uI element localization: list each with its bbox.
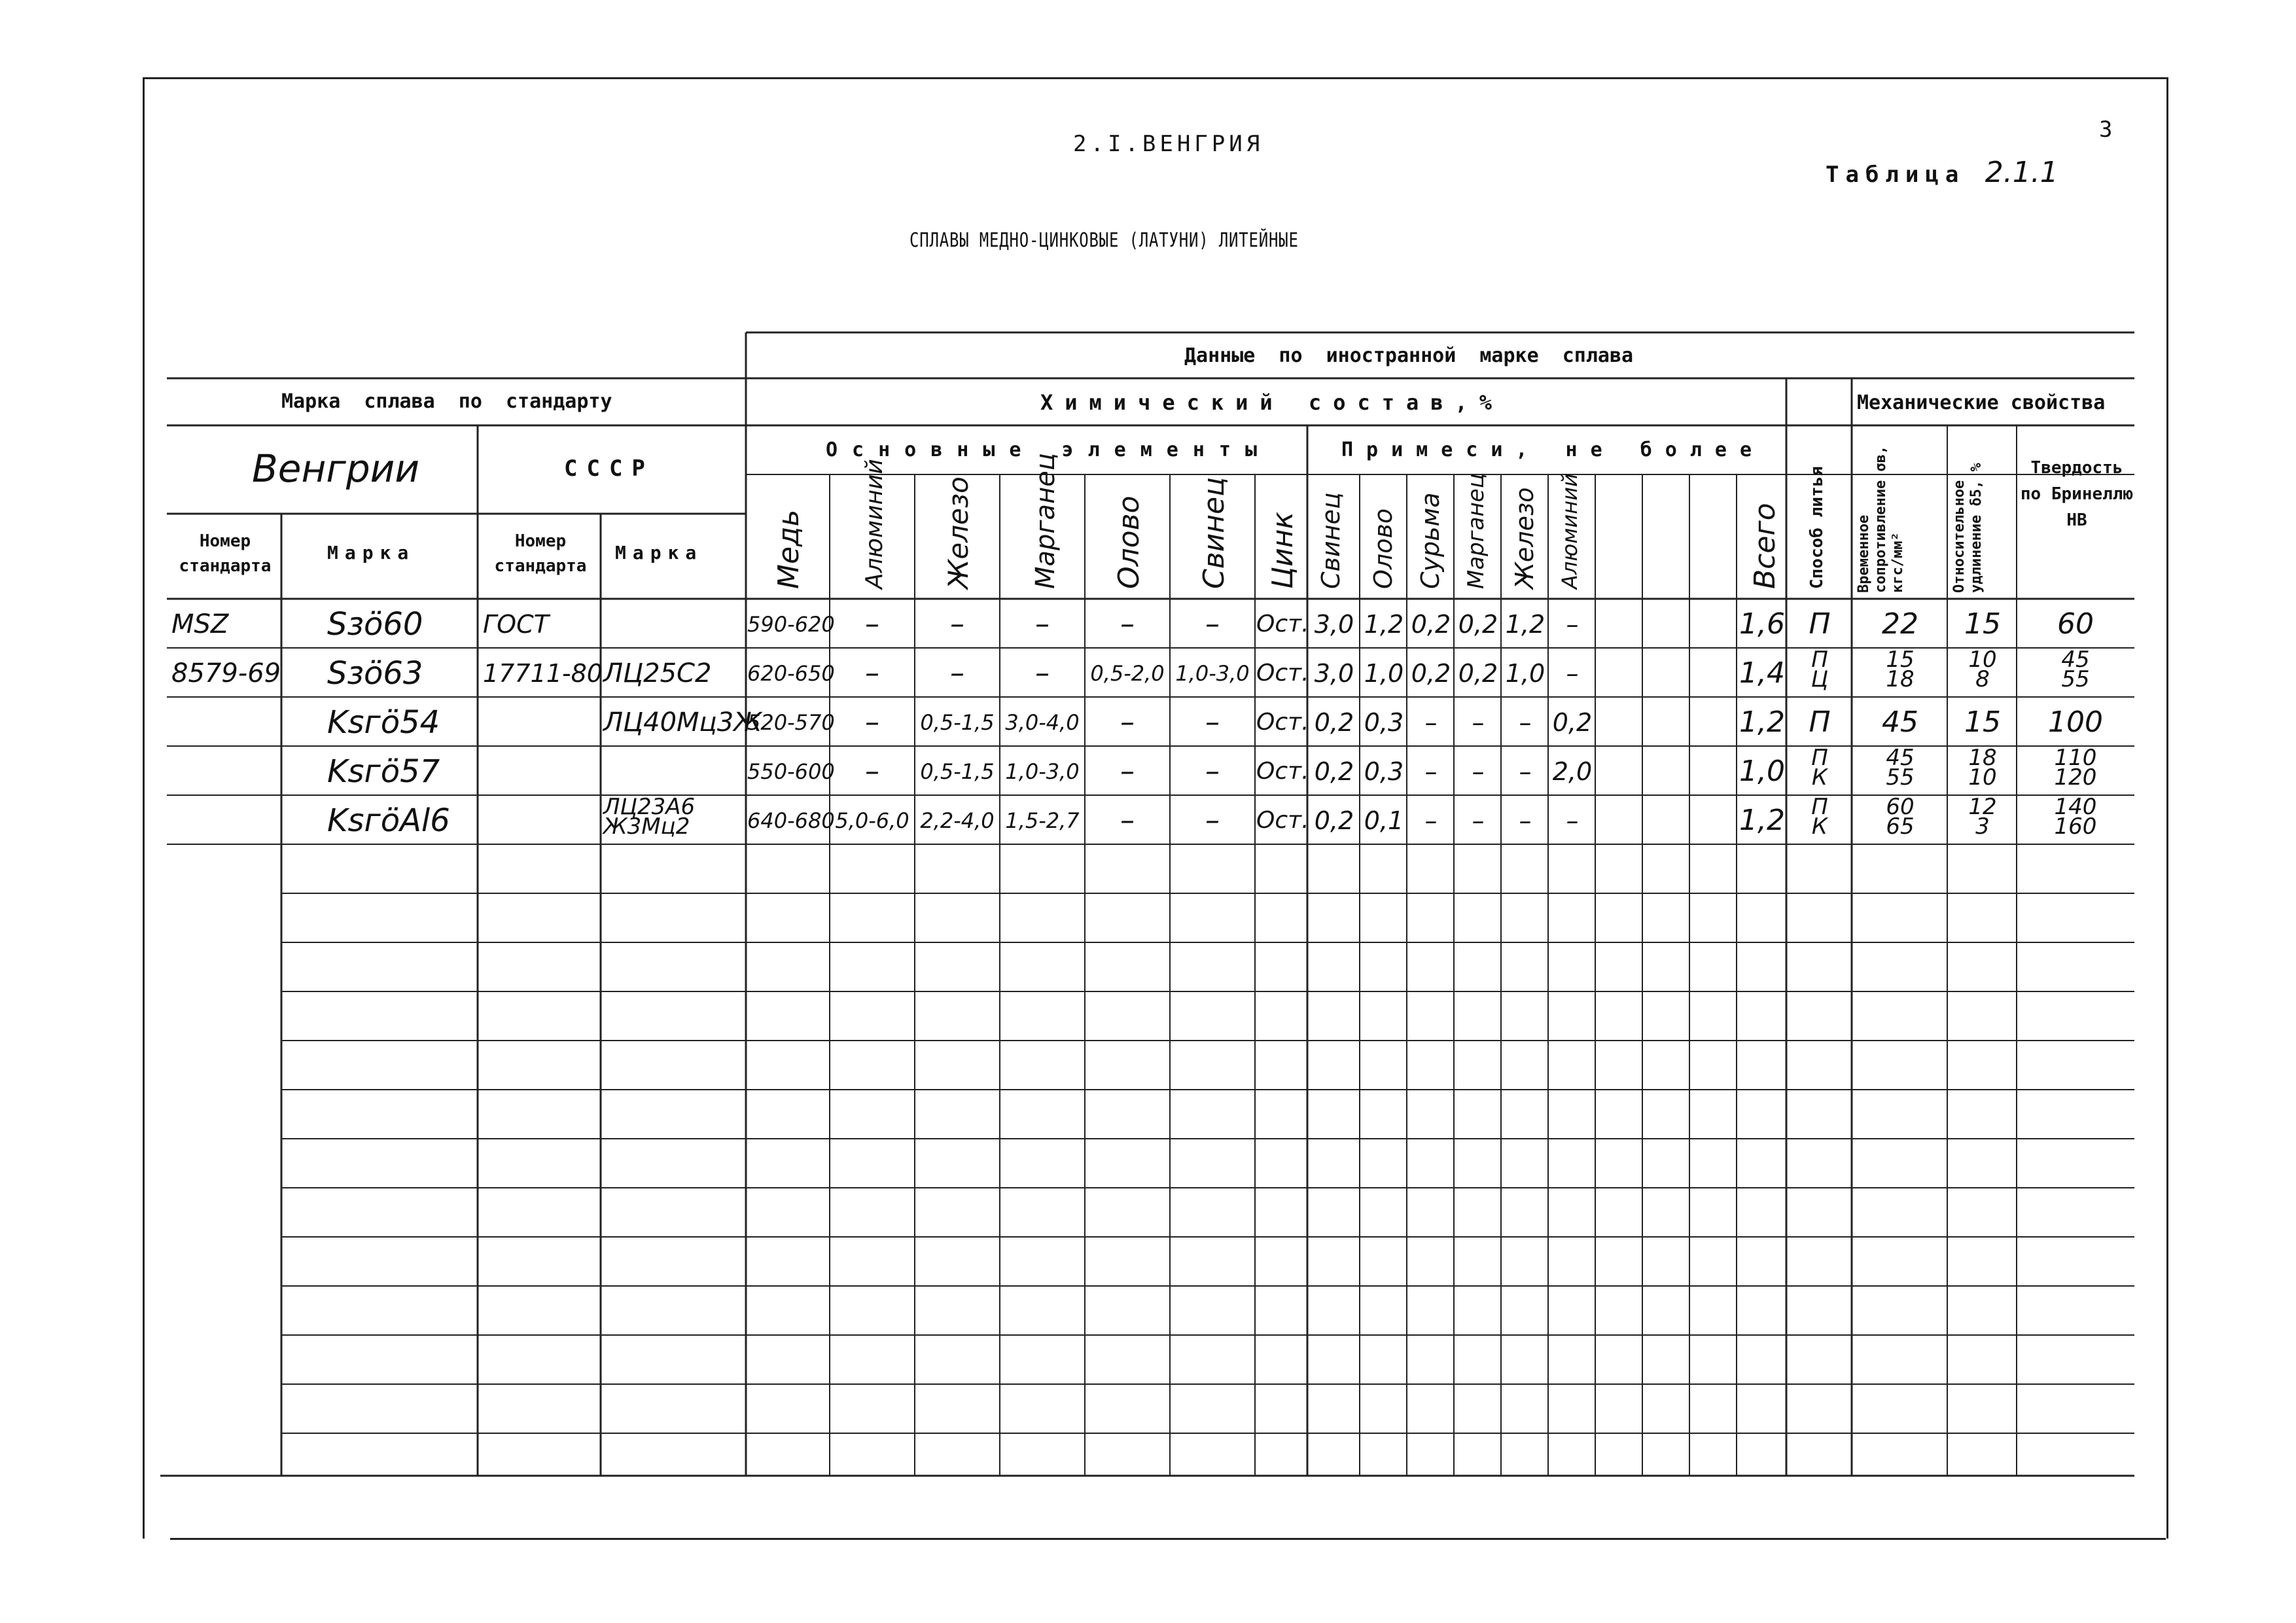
cell-hb: 110 120	[2054, 745, 2097, 791]
cell-i-pb: 0,2	[1314, 757, 1354, 786]
cell-i-al: 0,2	[1552, 708, 1593, 737]
cell-cu: 520-570	[747, 710, 835, 735]
cell-zn: Ост.	[1256, 758, 1309, 785]
cell-i-pb: 0,2	[1314, 806, 1354, 835]
cell-sn: 0,5-2,0	[1090, 661, 1165, 686]
cell-hu-std: 8579-69	[171, 658, 281, 688]
cell-ussr-std: 17711-80	[483, 659, 603, 688]
cell-method: П	[1809, 705, 1831, 739]
cell-total: 1,2	[1739, 804, 1785, 837]
cell-al: –	[865, 607, 879, 641]
cell-i-pb: 0,2	[1314, 708, 1354, 737]
cell-zn: Ост.	[1256, 660, 1309, 687]
cell-hu-grade: KsгöAl6	[327, 802, 450, 839]
cell-elong: 15	[1964, 607, 2001, 641]
col-imp-pb: Свинец	[1316, 492, 1345, 589]
cell-ussr-grade: ЛЦ40Мц3Ж	[603, 707, 762, 738]
cell-i-sn: 0,3	[1364, 708, 1404, 737]
col-total: Всего	[1748, 503, 1782, 589]
cell-cu: 640-680	[747, 808, 835, 833]
hu-grade-header: Марка	[327, 542, 415, 563]
cell-total: 1,6	[1739, 607, 1785, 641]
cell-zn: Ост.	[1256, 709, 1309, 736]
cell-ussr-grade: ЛЦ25С2	[603, 658, 712, 688]
cell-hb: 60	[2057, 607, 2094, 641]
cell-al: –	[865, 705, 879, 739]
cell-cu: 590-620	[747, 612, 835, 637]
cell-zn: Ост.	[1256, 611, 1309, 637]
hungary-header: Венгрии	[252, 446, 420, 491]
cell-i-sn: 0,3	[1364, 757, 1404, 786]
foreign-data-header: Данные по иностранной марке сплава	[1184, 344, 1634, 367]
cell-i-sb: –	[1424, 708, 1438, 737]
cell-sn: –	[1120, 705, 1135, 739]
col-imp-sn: Олово	[1369, 508, 1398, 589]
cell-i-sb: –	[1424, 806, 1438, 835]
cell-hu-grade: Sзö63	[327, 655, 423, 692]
mech-props-header: Механические свойства	[1857, 391, 2106, 414]
col-sn: Олово	[1112, 495, 1146, 589]
cell-mn: 1,0-3,0	[1005, 759, 1080, 784]
col-casting-method: Способ литья	[1807, 466, 1827, 589]
col-elongation: Относительное удлинение δ5, %	[1951, 463, 1985, 593]
standard-grade-header: Марка сплава по стандарту	[281, 390, 612, 413]
hu-std-no-header: Номер стандарта	[179, 531, 272, 576]
cell-ussr-std	[483, 699, 598, 746]
cell-total: 1,0	[1739, 755, 1785, 788]
cell-i-sn: 1,0	[1364, 659, 1404, 688]
cell-i-sb: –	[1424, 757, 1438, 786]
cell-mn: –	[1035, 656, 1050, 690]
cell-ussr-grade	[603, 748, 745, 795]
cell-total: 1,4	[1739, 656, 1785, 690]
cell-i-al: 2,0	[1552, 757, 1593, 786]
col-tensile: Временное сопротивление σв, кгс/мм²	[1856, 445, 1906, 593]
cell-mn: 1,5-2,7	[1005, 808, 1080, 833]
cell-i-sb: 0,2	[1411, 659, 1451, 688]
impurities-header: Примеси, не более	[1341, 438, 1765, 461]
cell-i-mn: –	[1472, 708, 1485, 737]
cell-hb: 45 55	[2061, 647, 2090, 692]
cell-tensile: 22	[1882, 607, 1918, 641]
cell-method: П Ц	[1810, 647, 1829, 692]
cell-elong: 18 10	[1968, 745, 1997, 791]
ussr-std-no-header: Номер стандарта	[494, 531, 587, 576]
main-elements-header: Основные элементы	[826, 438, 1272, 461]
cell-i-al: –	[1566, 659, 1579, 688]
cell-hb: 100	[2048, 705, 2103, 739]
cell-al: –	[865, 656, 879, 690]
col-fe: Железо	[942, 476, 974, 589]
cell-i-fe: 1,0	[1505, 659, 1545, 688]
cell-hu-grade: Sзö60	[327, 606, 423, 643]
col-pb: Свинец	[1197, 476, 1231, 589]
cell-i-fe: 1,2	[1505, 610, 1545, 639]
cell-i-pb: 3,0	[1314, 610, 1354, 639]
cell-cu: 620-650	[747, 661, 835, 686]
cell-total: 1,2	[1739, 705, 1785, 739]
ussr-grade-header: Марка	[615, 542, 703, 563]
cell-pb: –	[1205, 804, 1220, 837]
cell-sn: –	[1120, 607, 1135, 641]
cell-al: 5,0-6,0	[835, 808, 910, 833]
ussr-header: СССР	[564, 455, 654, 482]
cell-elong: 12 3	[1968, 794, 1997, 840]
cell-hu-std	[171, 797, 281, 844]
cell-ussr-std	[483, 797, 598, 844]
cell-pb: –	[1205, 705, 1220, 739]
cell-i-al: –	[1566, 610, 1579, 639]
cell-mn: –	[1035, 607, 1050, 641]
cell-pb: 1,0-3,0	[1175, 661, 1250, 686]
cell-tensile: 45 55	[1886, 745, 1915, 791]
cell-elong: 10 8	[1968, 647, 1997, 692]
cell-i-mn: –	[1472, 757, 1485, 786]
cell-i-fe: –	[1519, 757, 1532, 786]
cell-zn: Ост.	[1256, 807, 1309, 834]
cell-pb: –	[1205, 755, 1220, 788]
cell-ussr-grade	[603, 601, 745, 648]
cell-ussr-grade: ЛЦ23А6 Ж3Мц2	[603, 794, 696, 840]
cell-mn: 3,0-4,0	[1005, 710, 1080, 735]
cell-elong: 15	[1964, 705, 2001, 739]
cell-method: П К	[1811, 745, 1828, 791]
col-cu: Медь	[772, 509, 805, 589]
col-imp-mn: Марганец	[1463, 473, 1489, 589]
cell-hu-grade: Ksгö54	[327, 704, 440, 741]
cell-hu-std	[171, 748, 281, 795]
cell-method: П	[1809, 607, 1831, 641]
col-zn: Цинк	[1266, 511, 1299, 589]
cell-i-mn: 0,2	[1458, 659, 1498, 688]
section-title: 2.I.ВЕНГРИЯ	[1073, 131, 1264, 157]
cell-hu-grade: Ksгö57	[327, 753, 440, 790]
cell-i-sb: 0,2	[1411, 610, 1451, 639]
cell-i-sn: 0,1	[1364, 806, 1404, 835]
col-imp-al: Алюминий	[1557, 473, 1582, 589]
table-label-text: Таблица	[1826, 162, 1966, 188]
cell-ussr-std	[483, 748, 598, 795]
cell-fe: –	[950, 656, 964, 690]
cell-fe: 0,5-1,5	[920, 759, 995, 784]
page-number: 3	[2099, 116, 2113, 143]
cell-fe: –	[950, 607, 964, 641]
col-hardness: Твердость по Бринеллю НВ	[2020, 458, 2134, 530]
cell-sn: –	[1120, 755, 1135, 788]
cell-tensile: 15 18	[1886, 647, 1915, 692]
col-imp-sb: Сурьма	[1416, 492, 1445, 589]
cell-method: П К	[1811, 794, 1828, 840]
cell-i-pb: 3,0	[1314, 659, 1354, 688]
cell-i-sn: 1,2	[1364, 610, 1404, 639]
document-title: СПЛАВЫ МЕДНО-ЦИНКОВЫЕ (ЛАТУНИ) ЛИТЕЙНЫЕ	[910, 229, 1299, 252]
cell-i-fe: –	[1519, 708, 1532, 737]
chem-comp-header: Химический состав,%	[1040, 390, 1504, 415]
cell-hb: 140 160	[2054, 794, 2097, 840]
cell-fe: 0,5-1,5	[920, 710, 995, 735]
col-imp-fe: Железо	[1510, 487, 1539, 589]
cell-tensile: 45	[1882, 705, 1918, 739]
col-al: Алюминий	[861, 459, 888, 589]
cell-tensile: 60 65	[1886, 794, 1915, 840]
cell-i-mn: –	[1472, 806, 1485, 835]
cell-sn: –	[1120, 804, 1135, 837]
col-mn: Марганец	[1031, 453, 1061, 589]
cell-al: –	[865, 755, 879, 788]
cell-i-mn: 0,2	[1458, 610, 1498, 639]
cell-fe: 2,2-4,0	[920, 808, 995, 833]
cell-cu: 550-600	[747, 759, 835, 784]
cell-hu-std	[171, 699, 281, 746]
table-number: 2.1.1	[1985, 156, 2058, 189]
cell-i-fe: –	[1519, 806, 1532, 835]
cell-i-al: –	[1566, 806, 1579, 835]
cell-ussr-std: ГОСТ	[483, 610, 549, 639]
cell-hu-std: MSZ	[171, 609, 229, 639]
cell-pb: –	[1205, 607, 1220, 641]
